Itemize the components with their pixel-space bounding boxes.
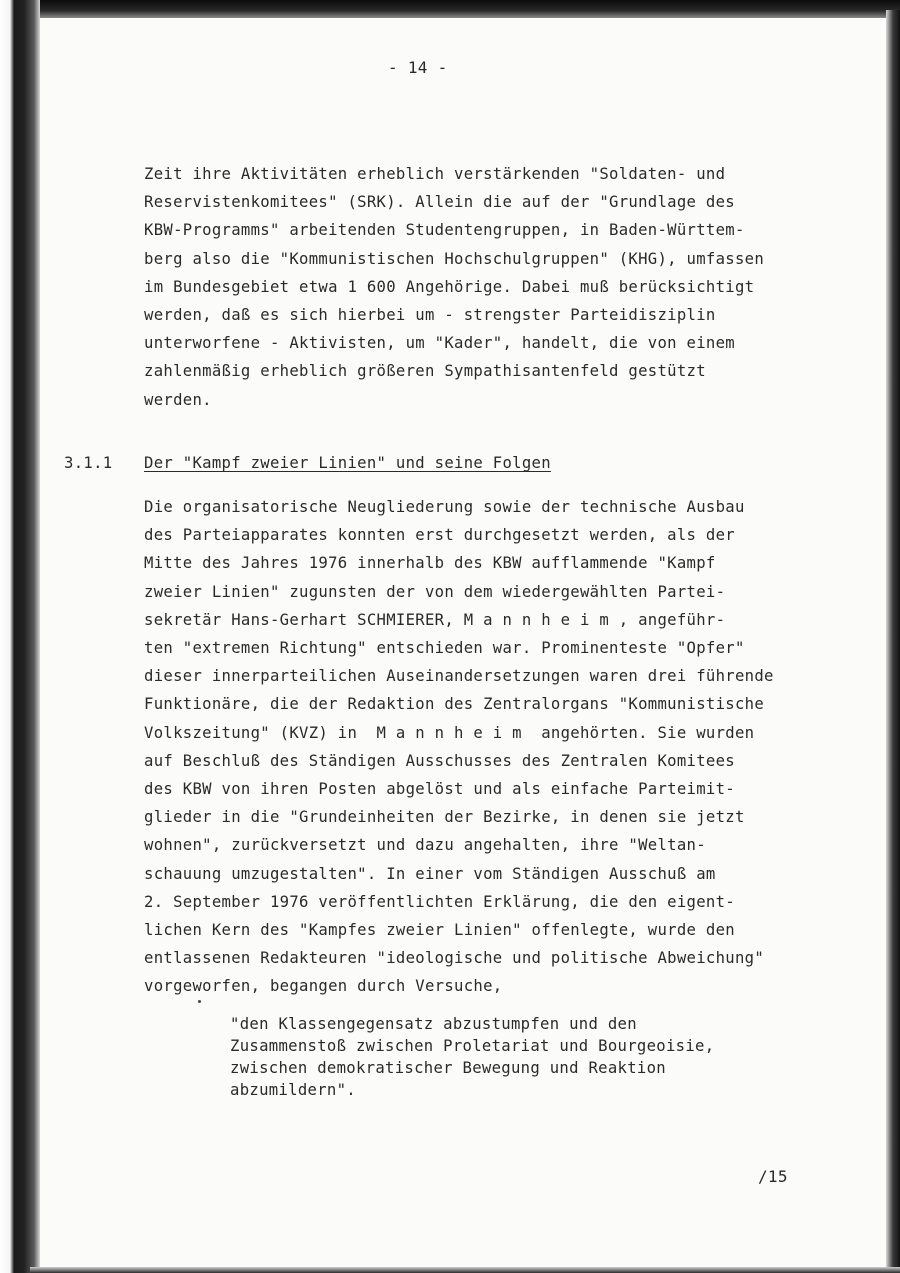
quote-line: Zusammenstoß zwischen Proletariat und Bourgeoisie, — [230, 1037, 715, 1055]
quote-line: zwischen demokratischer Bewegung und Reaktion — [230, 1059, 666, 1077]
paragraph-2 — [144, 493, 864, 1001]
scan-edge-left — [0, 0, 40, 1273]
text-line: des Parteiapparates konnten erst durchgesetzt werden, als der — [144, 526, 735, 545]
text-line: berg also die "Kommunistischen Hochschulgruppen" (KHG), umfassen — [144, 249, 765, 268]
text-line: 2. September 1976 veröffentlichten Erklärung, die den eigent- — [144, 892, 735, 911]
text-line: werden, daß es sich hierbei um - strengster Parteidisziplin — [144, 306, 716, 325]
text-line: des KBW von ihren Posten abgelöst und als einfache Parteimit- — [144, 780, 735, 799]
text-line: wohnen", zurückversetzt und dazu angehalten, ihre "Weltan- — [144, 836, 706, 855]
paragraph-1 — [144, 160, 864, 414]
text-line: lichen Kern des "Kampfes zweier Linien" offenlegte, wurde den — [144, 921, 735, 940]
scan-edge-top — [10, 0, 900, 18]
text-line: auf Beschluß des Ständigen Ausschusses des Zentralen Komitees — [144, 751, 735, 770]
text-line: Reservistenkomitees" (SRK). Allein die auf der "Grundlage des — [144, 193, 735, 212]
text-line: glieder in die "Grundeinheiten der Bezirke, in denen sie jetzt — [144, 808, 745, 827]
text-line: Mitte des Jahres 1976 innerhalb des KBW aufflammende "Kampf — [144, 554, 716, 573]
text-line: vorgeworfen, begangen durch Versuche, — [144, 977, 503, 996]
text-line: zahlenmäßig erheblich größeren Sympathisantenfeld gestützt — [144, 362, 706, 381]
text-line: Die organisatorische Neugliederung sowie der technische Ausbau — [144, 498, 745, 516]
text-line: zweier Linien" zugunsten der von dem wiedergewählten Partei- — [144, 582, 726, 601]
text-line: dieser innerparteilichen Auseinandersetzungen waren drei führende — [144, 667, 774, 686]
text-line: entlassenen Redakteuren "ideologische und politische Abweichung" — [144, 949, 765, 968]
continuation-marker: /15 — [758, 1167, 788, 1186]
text-line: werden. — [144, 390, 212, 409]
page-number: - 14 - — [388, 58, 448, 77]
scan-speck — [198, 1000, 201, 1003]
text-line: schauung umzugestalten". In einer vom Ständigen Ausschuß am — [144, 864, 716, 883]
scan-edge-right — [886, 10, 900, 1273]
text-line: Funktionäre, die der Redaktion des Zentralorgans "Kommunistische — [144, 695, 765, 714]
text-line: im Bundesgebiet etwa 1 600 Angehörige. Dabei muß berücksichtigt — [144, 277, 755, 296]
text-line: ten "extremen Richtung" entschieden war. Prominenteste "Opfer" — [144, 639, 745, 658]
text-line: sekretär Hans-Gerhart SCHMIERER, M a n n h e i m , angeführ- — [144, 610, 726, 629]
text-line: Volkszeitung" (KVZ) in M a n n h e i m angehörten. Sie wurden — [144, 723, 755, 742]
scan-edge-bottom — [30, 1267, 900, 1273]
block-quote — [230, 1013, 850, 1101]
text-line: Zeit ihre Aktivitäten erheblich verstärkenden "Soldaten- und — [144, 165, 726, 183]
text-line: KBW-Programms" arbeitenden Studentengruppen, in Baden-Württem- — [144, 221, 745, 240]
text-line: unterworfene - Aktivisten, um "Kader", handelt, die von einem — [144, 334, 735, 353]
quote-line: "den Klassengegensatz abzustumpfen und den — [230, 1015, 637, 1033]
section-number: 3.1.1 — [64, 454, 113, 472]
quote-line: abzumildern". — [230, 1081, 356, 1099]
section-title: Der "Kampf zweier Linien" und seine Folgen — [144, 454, 551, 472]
